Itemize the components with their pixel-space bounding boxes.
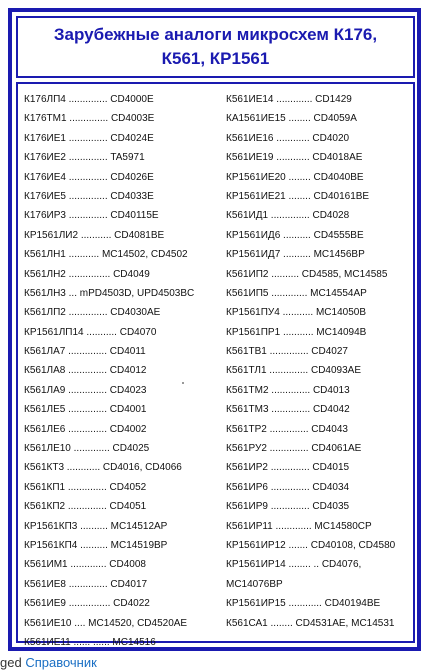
table-row: К561ЛА7 .............. CD4011	[24, 346, 146, 358]
table-row: К561ИЕ10 .... MC14520, CD4520AE	[24, 617, 188, 629]
analog-table	[16, 82, 415, 648]
footer-link[interactable]: Справочник	[25, 655, 97, 670]
left-column	[24, 90, 220, 652]
table-row: К561ИР6 .............. CD4034	[226, 481, 350, 493]
table-row: К561ИЕ19 ............ CD4018AE	[226, 152, 363, 164]
table-row: К561ИЕ9 ............... CD4022	[24, 598, 150, 610]
table-row: К176ИЕ4 .............. CD4026E	[24, 171, 154, 183]
table-row: К561ТМ3 .............. CD4042	[226, 404, 350, 416]
table-row: КР1561ПР1 ........... MC14094B	[226, 326, 367, 338]
table-row: К561ЛН2 ............... CD4049	[24, 268, 150, 280]
table-row: К561ИЕ11 ...... ...... MC14516	[24, 636, 156, 648]
title-box	[16, 16, 415, 78]
table-row: К561ЛЕ6 .............. CD4002	[24, 423, 147, 435]
table-row: КР1561КП3 .......... MC14512AP	[24, 520, 168, 532]
title-line-1: Зарубежные аналоги микросхем К176,	[53, 25, 378, 44]
table-row: К561ТР2 .............. CD4043	[226, 423, 348, 435]
table-row: КР1561ИД7 .......... MC1456BP	[226, 249, 365, 261]
table-row: КР1561ЛИ2 ........... CD4081BE	[24, 229, 165, 241]
table-row: К561ЛЕ10 ............. CD4025	[24, 443, 150, 455]
stray-dot	[182, 382, 184, 384]
table-row: К561КП1 .............. CD4052	[24, 481, 147, 493]
table-row: К176ИР3 .............. CD40115E	[24, 210, 159, 222]
table-row: КР1561ИД6 .......... CD4555BE	[226, 229, 364, 241]
table-row: К561ТЛ1 .............. CD4093AE	[226, 365, 362, 377]
table-row: К561КТ3 ............ CD4016, CD4066	[24, 462, 182, 474]
table-row: К561ИД1 .............. CD4028	[226, 210, 350, 222]
table-row: К561СА1 ........ CD4531AE, MC14531	[226, 617, 395, 629]
table-row: К561ИР11 ............. MC14580CP	[226, 520, 372, 532]
document-frame	[8, 8, 421, 651]
table-row: К561ЛП2 .............. CD4030AE	[24, 307, 161, 319]
table-row: КР1561ИЕ21 ........ CD40161BE	[226, 190, 370, 202]
table-row: К561ЛН3 ... mPD4503D, UPD4503BC	[24, 287, 195, 299]
table-row: К561РУ2 .............. CD4061AE	[226, 443, 362, 455]
table-row: К561ЛА8 .............. CD4012	[24, 365, 147, 377]
table-row: К176ТМ1 .............. CD4003E	[24, 113, 155, 125]
table-row: КА1561ИЕ15 ........ CD4059A	[226, 113, 357, 125]
table-row: К561ИЕ16 ............ CD4020	[226, 132, 350, 144]
table-row: К561ИР9 .............. CD4035	[226, 501, 350, 513]
table-row: К176ИЕ5 .............. CD4033E	[24, 190, 154, 202]
table-row: КР1561ИР15 ............ CD40194BE	[226, 598, 381, 610]
table-row: К561ИМ1 ............. CD4008	[24, 559, 146, 571]
table-row: К561ЛЕ5 .............. CD4001	[24, 404, 147, 416]
table-row: КР1561ИР14 ........ .. CD4076, MC14076BP	[226, 559, 362, 590]
table-row: КР1561ИЕ20 ........ CD4040BE	[226, 171, 364, 183]
footer-caption	[0, 655, 97, 670]
table-row: К561ЛН1 ........... MC14502, CD4502	[24, 249, 188, 261]
table-row: КР1561ПУ4 ........... MC14050B	[226, 307, 366, 319]
table-row: К561ИП5 ............. MC14554AP	[226, 287, 367, 299]
table-row: К561ЛА9 .............. CD4023	[24, 384, 147, 396]
table-row: К561ИП2 .......... CD4585, MC14585	[226, 268, 388, 280]
title-line-2: К561, КР1561	[161, 49, 270, 68]
table-row: К561ИР2 .............. CD4015	[226, 462, 350, 474]
table-row: К561КП2 .............. CD4051	[24, 501, 147, 513]
table-row: КР1561ИР12 ....... CD40108, CD4580	[226, 539, 396, 551]
table-row: К561ТВ1 .............. CD4027	[226, 346, 348, 358]
table-row: К176ИЕ1 .............. CD4024E	[24, 132, 154, 144]
footer-prefix: ged	[0, 655, 26, 670]
table-row: К561ТМ2 .............. CD4013	[226, 384, 350, 396]
right-column	[226, 90, 414, 633]
table-row: К561ИЕ8 .............. CD4017	[24, 578, 148, 590]
table-row: КР1561КП4 .......... MC14519BP	[24, 539, 168, 551]
table-row: КР1561ЛП14 ........... CD4070	[24, 326, 157, 338]
table-row: К176ЛП4 .............. CD4000E	[24, 94, 154, 105]
table-row: К176ИЕ2 .............. TA5971	[24, 152, 145, 164]
table-row: К561ИЕ14 ............. CD1429	[226, 94, 352, 105]
